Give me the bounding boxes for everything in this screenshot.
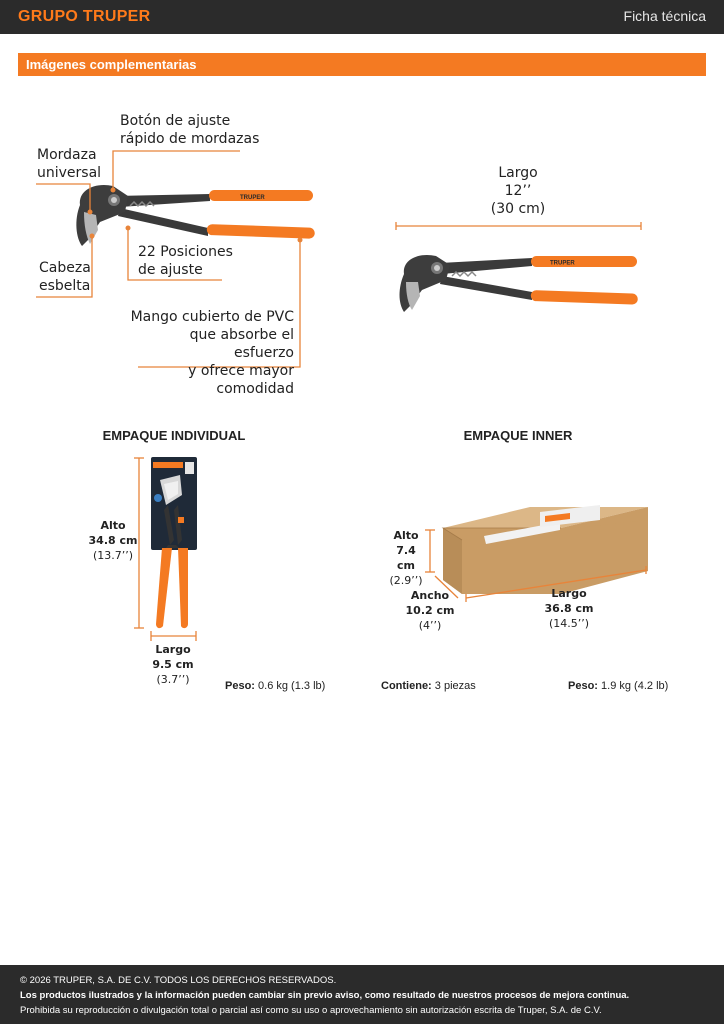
pliers-brand-label-2: TRUPER xyxy=(550,260,575,267)
callout-cabeza-line2: esbelta xyxy=(39,278,91,294)
individual-largo-cm: 9.5 cm xyxy=(152,658,194,671)
individual-largo xyxy=(148,642,198,687)
individual-package-image xyxy=(134,457,197,641)
inner-box-image xyxy=(425,505,648,602)
inner-package-title: EMPAQUE INNER xyxy=(463,428,573,443)
inner-alto xyxy=(386,528,426,588)
inner-ancho-label: Ancho xyxy=(410,589,450,602)
individual-peso xyxy=(225,680,325,692)
callout-boton-line1: Botón de ajuste xyxy=(120,113,231,129)
document-type: Ficha técnica xyxy=(623,8,706,24)
inner-ancho xyxy=(402,588,458,633)
inner-ancho-cm: 10.2 cm xyxy=(405,604,455,617)
brand-logo: GRUPO TRUPER xyxy=(18,8,151,25)
inner-contiene-label: Contiene: xyxy=(381,680,432,692)
callout-mordaza-line1: Mordaza xyxy=(37,147,97,163)
tool-length xyxy=(478,164,558,218)
callout-mango xyxy=(130,308,294,398)
pliers-dimension-image xyxy=(396,222,641,312)
callout-posiciones xyxy=(138,243,233,279)
callout-cabeza xyxy=(39,259,91,295)
callout-cabeza-line1: Cabeza xyxy=(39,260,91,276)
individual-peso-label: Peso: xyxy=(225,680,255,692)
footer-prohibited: Prohibida su reproducción o divulgación total o parcial así como su uso o aprovechamiento sin autorización escrita de Truper, S.A. de C.V. xyxy=(20,1005,602,1016)
callout-mango-line2: que absorbe el esfuerzo xyxy=(189,327,294,361)
pliers-annotated-image xyxy=(76,185,315,246)
inner-peso-value: 1.9 kg (4.2 lb) xyxy=(601,680,669,692)
callout-boton xyxy=(120,112,259,148)
individual-largo-in: (3.7’’) xyxy=(156,673,190,686)
callout-mango-line3: y ofrece mayor comodidad xyxy=(188,363,294,397)
inner-contiene xyxy=(381,680,476,692)
inner-alto-label: Alto xyxy=(393,529,419,542)
individual-package-title: EMPAQUE INDIVIDUAL xyxy=(102,428,246,443)
tool-length-cm: (30 cm) xyxy=(490,201,546,217)
pliers-brand-label: TRUPER xyxy=(240,195,265,201)
individual-alto xyxy=(88,518,138,563)
inner-largo-cm: 36.8 cm xyxy=(544,602,594,615)
inner-alto-cm: 7.4 cm xyxy=(396,544,416,572)
inner-contiene-value: 3 piezas xyxy=(434,680,476,692)
callout-boton-line2: rápido de mordazas xyxy=(120,131,260,147)
individual-alto-label: Alto xyxy=(100,519,126,532)
individual-alto-in: (13.7’’) xyxy=(92,549,134,562)
inner-peso-label: Peso: xyxy=(568,680,598,692)
inner-largo xyxy=(540,586,598,631)
callout-posiciones-line1: 22 Posiciones xyxy=(138,244,233,260)
inner-peso xyxy=(568,680,668,692)
footer-notice: Los productos ilustrados y la información pueden cambiar sin previo aviso, como resultado de nuestros procesos de mejora continua. xyxy=(20,990,630,1001)
individual-peso-value: 0.6 kg (1.3 lb) xyxy=(258,680,326,692)
callout-mango-line1: Mango cubierto de PVC xyxy=(130,309,294,325)
inner-alto-in: (2.9’’) xyxy=(389,574,423,587)
individual-alto-cm: 34.8 cm xyxy=(88,534,138,547)
inner-largo-label: Largo xyxy=(551,587,587,600)
section-title: Imágenes complementarias xyxy=(26,57,197,72)
tool-length-inches: 12’’ xyxy=(504,183,532,199)
footer-copyright: © 2026 TRUPER, S.A. DE C.V. TODOS LOS DERECHOS RESERVADOS. xyxy=(20,975,337,986)
callout-posiciones-line2: de ajuste xyxy=(138,262,203,278)
inner-largo-in: (14.5’’) xyxy=(548,617,590,630)
footer xyxy=(0,965,724,1024)
individual-largo-label: Largo xyxy=(155,643,191,656)
tool-length-label: Largo xyxy=(498,165,538,181)
inner-ancho-in: (4’’) xyxy=(418,619,442,632)
callout-mordaza xyxy=(37,146,101,182)
callout-mordaza-line2: universal xyxy=(37,165,102,181)
